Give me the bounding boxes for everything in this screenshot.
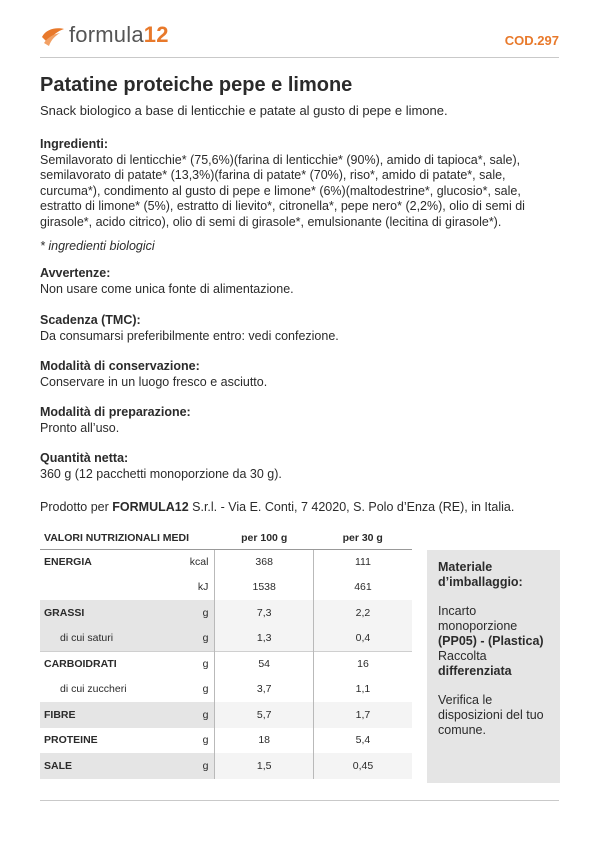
table-row: di cui saturi g 1,3 0,4 <box>40 626 412 652</box>
table-row: kJ 1538 461 <box>40 575 412 601</box>
expiry-text: Da consumarsi preferibilmente entro: vedi confezione. <box>40 328 339 343</box>
warnings-heading: Avvertenze: <box>40 266 111 280</box>
producer-line: Prodotto per FORMULA12 S.r.l. - Via E. Conti, 7 42020, S. Polo d’Enza (RE), in Italia. <box>40 500 515 514</box>
header <box>40 20 559 58</box>
quantity-heading: Quantità netta: <box>40 451 129 465</box>
packaging-info: Incarto monoporzione (PP05) - (Plastica) Raccolta differenziata <box>438 604 544 678</box>
storage-section <box>40 359 560 390</box>
packaging-title: Materiale d’imballaggio: <box>438 560 523 589</box>
quantity-text: 360 g (12 pacchetti monoporzione da 30 g). <box>40 466 282 481</box>
nutrition-header-per100: per 100 g <box>215 527 314 549</box>
preparation-section <box>40 405 560 436</box>
quantity-section <box>40 451 560 482</box>
product-code: COD.297 <box>504 33 559 48</box>
ingredients-heading: Ingredienti: <box>40 137 109 151</box>
organic-note: * ingredienti biologici <box>40 238 155 253</box>
leaf-logo-icon <box>40 23 66 47</box>
expiry-heading: Scadenza (TMC): <box>40 313 141 327</box>
storage-text: Conservare in un luogo fresco e asciutto. <box>40 374 268 389</box>
preparation-heading: Modalità di preparazione: <box>40 405 191 419</box>
nutrition-header-label: VALORI NUTRIZIONALI MEDI <box>40 527 215 549</box>
preparation-text: Pronto all’uso. <box>40 420 120 435</box>
brand-logo <box>40 22 169 48</box>
nutrition-header-per30: per 30 g <box>313 527 412 549</box>
page-title: Patatine proteiche pepe e limone <box>40 74 353 96</box>
expiry-section <box>40 313 560 344</box>
packaging-box <box>427 550 560 783</box>
storage-heading: Modalità di conservazione: <box>40 359 200 373</box>
table-row: ENERGIA kcal 368 111 <box>40 549 412 575</box>
table-row: GRASSI g 7,3 2,2 <box>40 600 412 626</box>
table-row: FIBRE g 5,7 1,7 <box>40 702 412 728</box>
packaging-note: Verifica le disposizioni del tuo comune. <box>438 693 544 737</box>
table-row: CARBOIDRATI g 54 16 <box>40 651 412 677</box>
ingredients-text: Semilavorato di lenticchie* (75,6%)(farina di lenticchie* (90%), amido di tapioca*, sale), semilavorato di patate* (13,3%)(farina di patate* (70%), riso*, amido di patate*, sale, curcuma*), condimento al gusto di pepe e limone* (6%)(maltodestrine*, glucosio*, sale, estratto di limone* (5%), estratto di lievito*, citronella*, pepe nero* (2,2%), olio di semi di girasole*, acido citrico), olio di semi di girasole*, emulsionante (lecitina di girasole*). <box>40 152 525 229</box>
subtitle: Snack biologico a base di lenticchie e patate al gusto di pepe e limone. <box>40 103 448 118</box>
footer-divider <box>40 800 559 801</box>
table-row: SALE g 1,5 0,45 <box>40 753 412 779</box>
ingredients-section <box>40 137 560 254</box>
nutrition-table <box>40 527 412 779</box>
warnings-section <box>40 266 560 297</box>
table-row: di cui zuccheri g 3,7 1,1 <box>40 677 412 703</box>
warnings-text: Non usare come unica fonte di alimentazione. <box>40 281 294 296</box>
brand-name: formula12 <box>69 22 169 47</box>
table-row: PROTEINE g 18 5,4 <box>40 728 412 754</box>
